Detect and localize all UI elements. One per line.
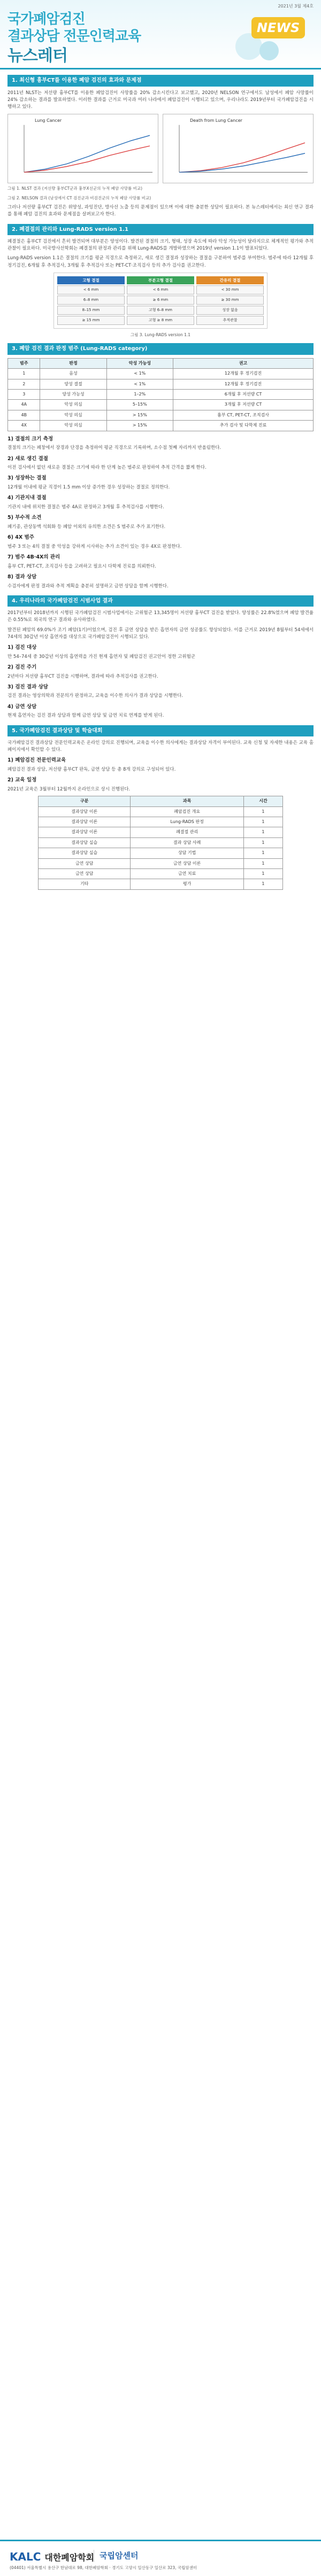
table-row xyxy=(8,400,314,410)
table-row xyxy=(8,390,314,400)
decorative-circle-icon xyxy=(259,41,279,60)
lung-rads-figure xyxy=(54,273,268,329)
table-cell: 3개월 후 저선량 CT xyxy=(173,400,314,410)
table-header: 구분 xyxy=(39,796,131,806)
subheading: 3) 성장하는 결절 xyxy=(7,475,47,482)
table-cell: 6개월 후 저선량 CT xyxy=(173,390,314,400)
table-row xyxy=(39,879,283,889)
figure-cell: 고형 6–8 mm xyxy=(127,306,194,315)
subheading: 8) 결과 상담 xyxy=(7,573,37,580)
subheading: 3) 검진 결과 상담 xyxy=(7,684,48,690)
paragraph: 폐암검진 결과 상담, 저선량 흉부CT 판독, 금연 상담 등 총 8개 강의로 구성되어 있다. xyxy=(7,767,176,773)
figure-column-head: 부분고형 결절 xyxy=(127,276,194,285)
table-row xyxy=(8,379,314,389)
subheading: 1) 검진 대상 xyxy=(7,644,37,650)
paragraph: 2011년 NLST는 저선량 흉부CT를 이용한 폐암검진이 사망률을 20% 감소시킨다고 보고했고, 2020년 NELSON 연구에서도 남성에서 폐암 사망률이 24% 감소하는 결과를 발표하였다. 이러한 결과를 근거로 미국과 여러 나라에서 폐암검진이 시행되고 있으며, 우리나라도 2019년부터 국가폐암검진을 시행하고 있다. xyxy=(7,90,314,110)
table-cell: 기타 xyxy=(39,879,131,889)
table-row xyxy=(8,421,314,431)
paragraph: 만 54–74세 중 30갑년 이상의 흡연력을 가진 현재 흡연자 및 폐암검진 권고안이 정한 고위험군 xyxy=(7,654,195,659)
table-cell: 음성 xyxy=(40,369,106,379)
paragraph: 검진 결과는 영상의학과 전문의가 판정하고, 교육을 이수한 의사가 결과 상담을 시행한다. xyxy=(7,693,184,699)
paragraph: 그러나 저선량 흉부CT 검진은 위양성, 과잉진단, 방사선 노출 등의 문제점이 있으며 이에 대한 충분한 상담이 필요하다. 본 뉴스레터에서는 최신 연구 결과를 통해 폐암 검진의 효과와 문제점을 살펴보고자 한다. xyxy=(7,205,314,218)
table-cell: 4A xyxy=(8,400,40,410)
title-line-1: 국가폐암검진 xyxy=(7,11,85,27)
subheading: 5) 부수적 소견 xyxy=(7,515,42,521)
section-title: 4. 우리나라의 국가폐암검진 시범사업 결과 xyxy=(7,595,314,607)
nlst-chart xyxy=(7,114,158,183)
table-cell: 금연 치료 xyxy=(131,868,244,879)
table-cell: 1 xyxy=(244,837,283,848)
table-cell: < 1% xyxy=(106,379,173,389)
news-badge xyxy=(230,12,310,63)
paragraph: 수검자에게 판정 결과와 추적 계획을 충분히 설명하고 금연 상담을 함께 시행한다. xyxy=(7,583,169,589)
ncc-logo: 국립암센터 xyxy=(94,2550,138,2562)
subheading: 4) 금연 상담 xyxy=(7,703,37,710)
figure-cell: 성장 없음 xyxy=(196,306,264,315)
kalc-name: 대한폐암학회 xyxy=(44,2552,95,2563)
table-cell: 폐결절 관리 xyxy=(131,827,244,837)
paragraph: 결절의 크기는 폐창에서 장경과 단경을 측정하여 평균 직경으로 기록하며, 소수점 첫째 자리까지 반올림한다. xyxy=(7,445,221,451)
paragraph: 2017년부터 2018년까지 시행된 국가폐암검진 시범사업에서는 고위험군 13,345명이 저선량 흉부CT 검진을 받았다. 양성률은 22.8%였으며 폐암 발견율은 0.55%로 외국의 연구 결과와 유사하였다. xyxy=(7,610,314,623)
chart-title: Death from Lung Cancer xyxy=(190,118,242,123)
figure-cell: 고형 ≥ 8 mm xyxy=(127,316,194,325)
table-cell: 악성 의심 xyxy=(40,400,106,410)
kalc-logo xyxy=(10,2549,94,2565)
figure-cell: ≥ 6 mm xyxy=(127,296,194,305)
section-2 xyxy=(0,224,321,338)
table-row xyxy=(8,410,314,420)
table-header: 범주 xyxy=(8,358,40,368)
subheading: 2) 검진 주기 xyxy=(7,664,37,670)
table-cell: 1 xyxy=(244,858,283,868)
table-cell: 상담 기법 xyxy=(131,848,244,858)
table-row xyxy=(39,837,283,848)
table-row xyxy=(39,868,283,879)
figure-column xyxy=(127,276,194,325)
subheading: 1) 폐암검진 전문인력교육 xyxy=(7,757,66,764)
figure-column-head: 고형 결절 xyxy=(57,276,125,285)
table-cell: 1 xyxy=(244,806,283,817)
subheading: 7) 범주 4B·4X의 관리 xyxy=(7,554,60,560)
newsletter-footer xyxy=(0,2540,321,2576)
footer-address: (04401) 서울특별시 용산구 한남대로 98, 대한폐암학회 · 경기도 고양시 일산동구 일산로 323, 국립암센터 xyxy=(10,2565,197,2570)
table-row xyxy=(39,806,283,817)
title-line-2: 결과상담 전문인력교육 xyxy=(7,28,141,44)
figure-caption: 그림 1. NLST 결과 (저선량 흉부CT군과 흉부X선군의 누적 폐암 사망률 비교) xyxy=(7,186,143,191)
category-table xyxy=(7,358,314,431)
curriculum-table xyxy=(38,796,283,890)
news-label: NEWS xyxy=(251,17,305,38)
section-5 xyxy=(0,725,321,890)
table-cell: 결과 상담 사례 xyxy=(131,837,244,848)
figure-column xyxy=(57,276,125,325)
table-cell: 추가 검사 및 다학제 진료 xyxy=(173,421,314,431)
table-cell: 결과상담 실습 xyxy=(39,848,131,858)
figure-cell: < 6 mm xyxy=(57,285,125,294)
figure-cell: 8–15 mm xyxy=(57,306,125,315)
table-cell: Lung-RADS 판정 xyxy=(131,817,244,827)
table-row xyxy=(39,848,283,858)
table-header: 시간 xyxy=(244,796,283,806)
paragraph: 국가폐암검진 결과상담 전문인력교육은 온라인 강의로 진행되며, 교육을 이수한 의사에게는 결과상담 자격이 부여된다. 교육 신청 및 자세한 내용은 교육 홈페이지에서 확인할 수 있다. xyxy=(7,740,314,753)
paragraph: 범주 3 또는 4의 결절 중 악성을 강하게 시사하는 추가 소견이 있는 경우 4X로 판정한다. xyxy=(7,544,182,549)
title-line-3: 뉴스레터 xyxy=(7,46,67,65)
table-row xyxy=(39,827,283,837)
table-cell: 3 xyxy=(8,390,40,400)
paragraph: 2021년 교육은 3월부터 12월까지 온라인으로 상시 진행된다. xyxy=(7,786,131,792)
table-cell: 양성 가능성 xyxy=(40,390,106,400)
table-cell: 2 xyxy=(8,379,40,389)
paragraph: 폐결절은 흉부CT 검진에서 흔히 발견되며 대부분은 양성이다. 발견된 결절의 크기, 형태, 성장 속도에 따라 악성 가능성이 달라지므로 체계적인 평가와 추적관찰이 필요하다. 미국방사선학회는 폐결절의 판정과 관리를 위해 Lung-RADS를 개발하였으며 2019년 version 1.1이 발표되었다. xyxy=(7,239,314,252)
figure-cell: < 6 mm xyxy=(127,285,194,294)
table-cell: 4B xyxy=(8,410,40,420)
chart-title: Lung Cancer xyxy=(35,118,62,123)
table-cell: 4X xyxy=(8,421,40,431)
figure-cell: ≥ 30 mm xyxy=(196,296,264,305)
figure-cell: 6–8 mm xyxy=(57,296,125,305)
table-row xyxy=(39,858,283,868)
subheading: 1) 결절의 크기 측정 xyxy=(7,436,54,442)
table-cell: 금연 상담 xyxy=(39,858,131,868)
figure-column-head: 간유리 결절 xyxy=(196,276,264,285)
charts-row xyxy=(7,114,314,183)
section-title: 5. 국가폐암검진 결과상담 및 학술대회 xyxy=(7,725,314,737)
table-cell: 12개월 후 정기검진 xyxy=(173,369,314,379)
section-3 xyxy=(0,343,321,589)
table-cell: 결과상담 실습 xyxy=(39,837,131,848)
table-cell: 1 xyxy=(244,827,283,837)
figure-column xyxy=(196,276,264,325)
section-title: 1. 최신형 흉부CT를 이용한 폐암 검진의 효과와 문제점 xyxy=(7,75,314,87)
table-cell: 결과상담 이론 xyxy=(39,827,131,837)
figure-cell: ≥ 15 mm xyxy=(57,316,125,325)
paragraph: 기관지 내에 위치한 결절은 범주 4A로 판정하고 3개월 후 추적검사를 시행한다. xyxy=(7,505,164,510)
table-cell: 5–15% xyxy=(106,400,173,410)
table-cell: 양성 결절 xyxy=(40,379,106,389)
table-cell: 1 xyxy=(8,369,40,379)
table-cell: 12개월 후 정기검진 xyxy=(173,379,314,389)
table-cell: 1 xyxy=(244,817,283,827)
subheading: 2) 교육 일정 xyxy=(7,777,37,783)
table-cell: > 15% xyxy=(106,410,173,420)
newsletter-header xyxy=(0,0,321,69)
paragraph: 현재 흡연자는 검진 결과 상담과 함께 금연 상담 및 금연 치료 연계를 받게 된다. xyxy=(7,713,164,719)
figure-cell: 추적관찰 xyxy=(196,316,264,325)
table-cell: 1 xyxy=(244,879,283,889)
table-row xyxy=(8,369,314,379)
section-title: 2. 폐결절의 관리와 Lung-RADS version 1.1 xyxy=(7,224,314,236)
table-cell: > 15% xyxy=(106,421,173,431)
table-cell: 악성 의심 xyxy=(40,410,106,420)
figure-caption: 그림 3. Lung-RADS version 1.1 xyxy=(130,332,191,337)
subheading: 6) 4X 범주 xyxy=(7,534,34,541)
table-cell: 1 xyxy=(244,848,283,858)
paragraph: 흉부 CT, PET-CT, 조직검사 등을 고려하고 필요시 다학제 진료를 의뢰한다. xyxy=(7,563,156,569)
paragraph: Lung-RADS version 1.1은 결절의 크기를 평균 직경으로 측정하고, 새로 생긴 결절과 성장하는 결절을 구분하여 범주를 부여한다. 범주에 따라 12개월 후 정기검진, 6개월 후 추적검사, 3개월 후 추적검사 또는 PET-CT·조직검사 등의 추가 검사를 권고한다. xyxy=(7,255,314,268)
table-header: 과목 xyxy=(131,796,244,806)
table-cell: 금연 상담 xyxy=(39,868,131,879)
section-title: 3. 폐암 검진 결과 판정 범주 (Lung-RADS category) xyxy=(7,343,314,355)
table-header: 판정 xyxy=(40,358,106,368)
subheading: 4) 기관지내 결절 xyxy=(7,495,47,501)
table-cell: 1–2% xyxy=(106,390,173,400)
section-4 xyxy=(0,595,321,720)
paragraph: 발견된 폐암의 69.0%가 조기 폐암(1기)이었으며, 검진 후 금연 상담을 받은 흡연자의 금연 성공률도 향상되었다. 이를 근거로 2019년 8월부터 54세에서 74세의 30갑년 이상 흡연자를 대상으로 국가폐암검진이 시행되고 있다. xyxy=(7,627,314,640)
paragraph: 12개월 이내에 평균 직경이 1.5 mm 이상 증가한 경우 성장하는 결절로 정의한다. xyxy=(7,485,170,491)
table-cell: 흉부 CT, PET-CT, 조직검사 xyxy=(173,410,314,420)
table-header: 권고 xyxy=(173,358,314,368)
subheading: 2) 새로 생긴 결절 xyxy=(7,455,48,462)
table-cell: < 1% xyxy=(106,369,173,379)
table-cell: 결과상담 이론 xyxy=(39,806,131,817)
table-cell: 평가 xyxy=(131,879,244,889)
kalc-logo-mark: KALC xyxy=(10,2550,41,2563)
table-cell: 결과상담 이론 xyxy=(39,817,131,827)
nelson-chart xyxy=(163,114,314,183)
figure-caption: 그림 2. NELSON 결과 (남성에서 CT 검진군과 비검진군의 누적 폐암 사망률 비교) xyxy=(7,195,151,200)
table-row xyxy=(39,817,283,827)
table-cell: 금연 상담 이론 xyxy=(131,858,244,868)
paragraph: 폐기종, 관상동맥 석회화 등 폐암 이외의 유의한 소견은 S 범주로 추가 표기한다. xyxy=(7,524,166,530)
figure-cell: < 30 mm xyxy=(196,285,264,294)
table-cell: 악성 의심 xyxy=(40,421,106,431)
table-header: 악성 가능성 xyxy=(106,358,173,368)
paragraph: 2년마다 저선량 흉부CT 검진을 시행하며, 결과에 따라 추적검사를 권고한다. xyxy=(7,673,158,679)
table-cell: 폐암검진 개요 xyxy=(131,806,244,817)
issue-label: 2021년 3월 제4호 xyxy=(278,4,314,9)
section-1 xyxy=(0,75,321,219)
paragraph: 이전 검사에서 없던 새로운 결절은 크기에 따라 한 단계 높은 범주로 판정하여 추적 간격을 짧게 한다. xyxy=(7,465,207,471)
table-cell: 1 xyxy=(244,868,283,879)
